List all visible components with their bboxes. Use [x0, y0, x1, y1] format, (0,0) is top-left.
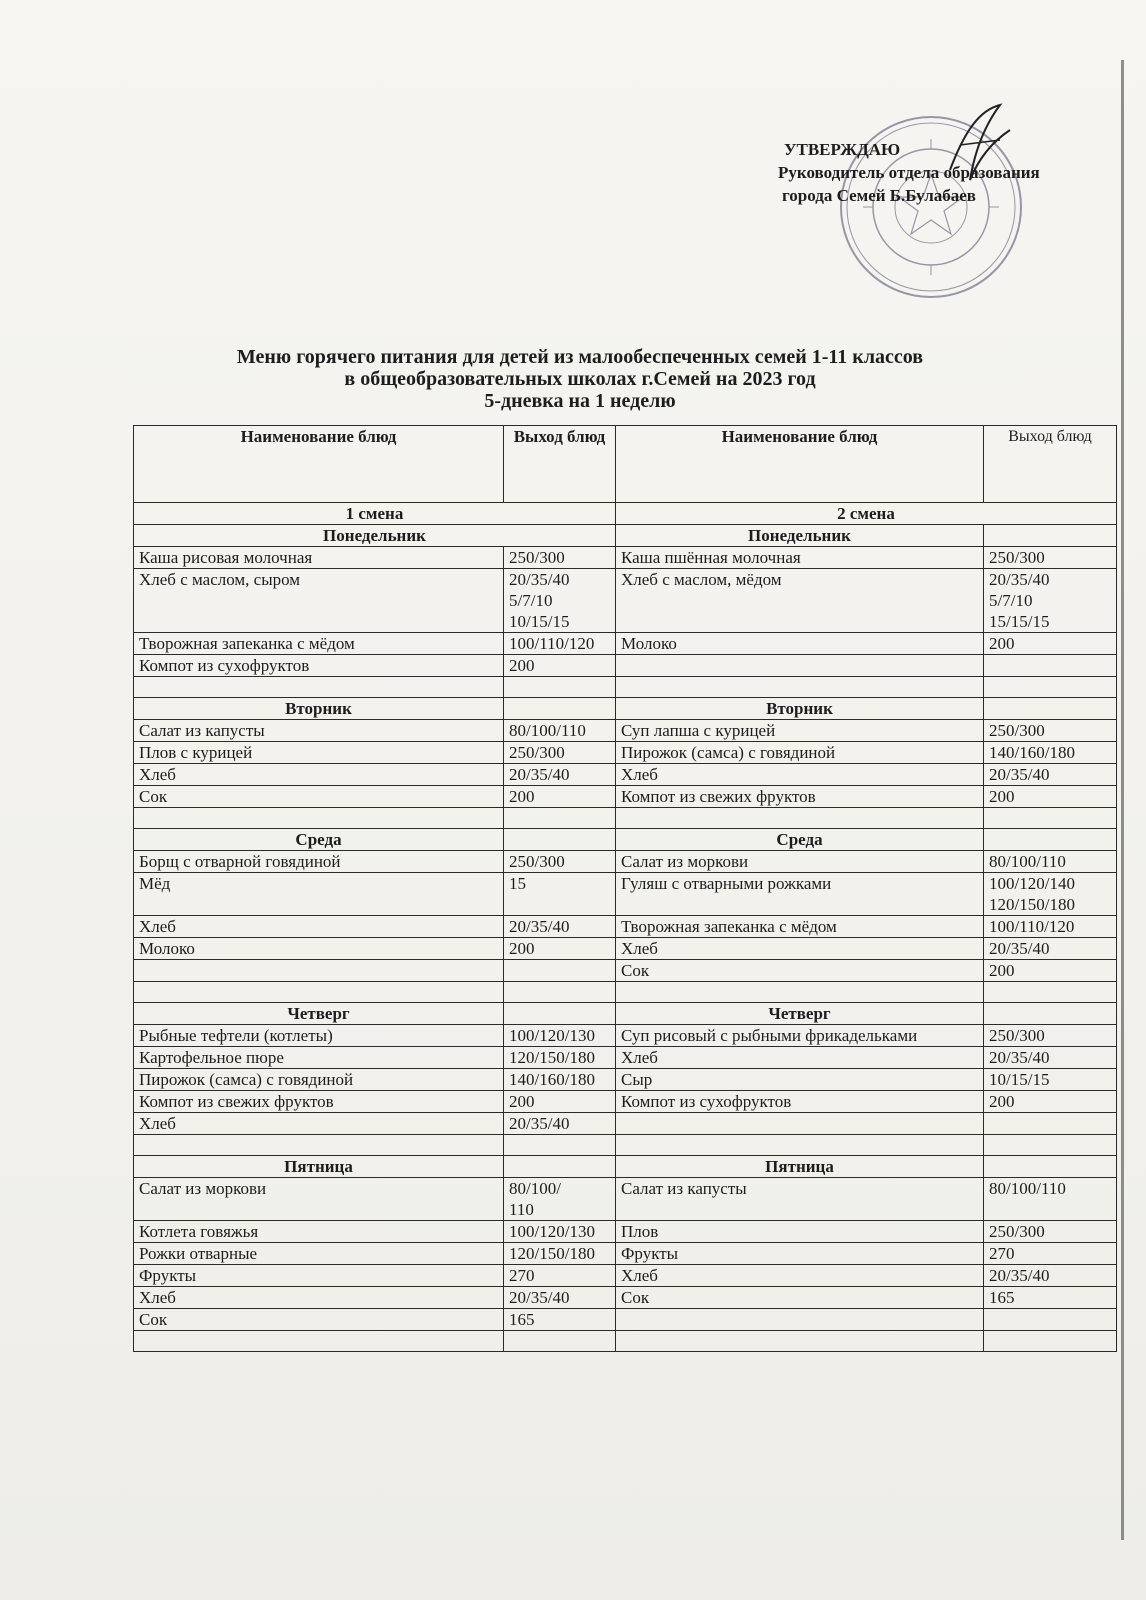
dish-name: Хлеб — [134, 916, 504, 938]
dish-name: Пирожок (самса) с говядиной — [616, 742, 984, 764]
title-line-1: Меню горячего питания для детей из малообеспеченных семей 1-11 классов — [236, 346, 924, 368]
dish-output: 270 — [504, 1265, 616, 1287]
table-row — [134, 1113, 1117, 1135]
dish-name: Творожная запеканка с мёдом — [616, 916, 984, 938]
header-output-1: Выход блюд — [504, 426, 616, 503]
dish-output: 100/110/120 — [984, 916, 1117, 938]
shift-first: 1 смена — [134, 503, 616, 525]
dish-name: Компот из свежих фруктов — [616, 786, 984, 808]
dish-name: Фрукты — [134, 1265, 504, 1287]
dish-output: 200 — [504, 655, 616, 677]
table-row — [134, 1309, 1117, 1331]
table-row — [134, 1069, 1117, 1091]
table-row — [134, 1178, 1117, 1221]
dish-output: 80/100/110 — [984, 1178, 1117, 1221]
table-row — [134, 1091, 1117, 1113]
dish-output: 10/15/15 — [984, 1069, 1117, 1091]
header-row — [134, 426, 1117, 503]
dish-output: 100/120/130 — [504, 1221, 616, 1243]
table-row — [134, 764, 1117, 786]
dish-name: Хлеб с маслом, сыром — [134, 569, 504, 633]
dish-output: 200 — [504, 1091, 616, 1113]
dish-name: Молоко — [616, 633, 984, 655]
dish-output: 100/120/130 — [504, 1025, 616, 1047]
dish-output: 200 — [984, 786, 1117, 808]
dish-output: 20/35/40 — [984, 1047, 1117, 1069]
dish-output: 165 — [984, 1287, 1117, 1309]
table-row — [134, 1243, 1117, 1265]
dish-name: Хлеб — [616, 764, 984, 786]
dish-output: 200 — [504, 786, 616, 808]
empty-row — [134, 677, 1117, 698]
dish-name: Борщ с отварной говядиной — [134, 851, 504, 873]
dish-name: Каша пшённая молочная — [616, 547, 984, 569]
dish-output: 200 — [504, 938, 616, 960]
dish-name: Салат из капусты — [134, 720, 504, 742]
day-label-right: Среда — [616, 829, 984, 851]
day-label-right: Вторник — [616, 698, 984, 720]
dish-output: 250/300 — [504, 547, 616, 569]
dish-output: 20/35/40 — [504, 916, 616, 938]
dish-output — [504, 1178, 616, 1221]
table-row — [134, 851, 1117, 873]
output-line: 5/7/10 — [989, 591, 1033, 610]
day-label-right: Понедельник — [616, 525, 984, 547]
dish-name: Сыр — [616, 1069, 984, 1091]
empty-row — [134, 808, 1117, 829]
header-output-2: Выход блюд — [984, 426, 1117, 503]
dish-output: 140/160/180 — [984, 742, 1117, 764]
output-line: 110 — [509, 1200, 534, 1219]
output-line: 10/15/15 — [509, 612, 570, 631]
output-line: 20/35/40 — [509, 570, 570, 589]
menu-table — [133, 425, 1117, 1352]
output-line: 15/15/15 — [989, 612, 1050, 631]
dish-output: 120/150/180 — [504, 1243, 616, 1265]
dish-output: 250/300 — [984, 720, 1117, 742]
empty-row — [134, 1331, 1117, 1352]
day-label-left: Понедельник — [134, 525, 616, 547]
table-row — [134, 1287, 1117, 1309]
dish-name: Хлеб — [134, 1287, 504, 1309]
output-line: 5/7/10 — [509, 591, 553, 610]
dish-name: Мёд — [134, 873, 504, 916]
dish-name: Компот из сухофруктов — [616, 1091, 984, 1113]
dish-name: Суп лапша с курицей — [616, 720, 984, 742]
table-row — [134, 633, 1117, 655]
day-label-right: Четверг — [616, 1003, 984, 1025]
dish-output: 250/300 — [984, 1025, 1117, 1047]
table-row — [134, 655, 1117, 677]
dish-output: 20/35/40 — [984, 764, 1117, 786]
dish-output: 250/300 — [984, 1221, 1117, 1243]
header-dish-name-2: Наименование блюд — [616, 426, 984, 503]
dish-name: Картофельное пюре — [134, 1047, 504, 1069]
day-label-left: Пятница — [134, 1156, 504, 1178]
dish-name: Рыбные тефтели (котлеты) — [134, 1025, 504, 1047]
dish-name: Плов с курицей — [134, 742, 504, 764]
dish-name: Молоко — [134, 938, 504, 960]
empty-row — [134, 1135, 1117, 1156]
dish-name: Рожки отварные — [134, 1243, 504, 1265]
dish-output: 20/35/40 — [984, 938, 1117, 960]
dish-name: Хлеб — [616, 1047, 984, 1069]
shift-row — [134, 503, 1117, 525]
dish-output: 270 — [984, 1243, 1117, 1265]
dish-output: 200 — [984, 633, 1117, 655]
output-line: 80/100/ — [509, 1179, 561, 1198]
dish-name: Творожная запеканка с мёдом — [134, 633, 504, 655]
dish-name: Котлета говяжья — [134, 1221, 504, 1243]
approval-position: Руководитель отдела образования — [778, 163, 1040, 182]
table-row — [134, 1221, 1117, 1243]
dish-name: Салат из моркови — [616, 851, 984, 873]
dish-name: Хлеб — [616, 1265, 984, 1287]
dish-name: Сок — [616, 1287, 984, 1309]
document-title — [130, 346, 1030, 412]
dish-output: 250/300 — [984, 547, 1117, 569]
dish-output: 140/160/180 — [504, 1069, 616, 1091]
day-label-left: Четверг — [134, 1003, 504, 1025]
dish-name: Сок — [616, 960, 984, 982]
table-row — [134, 1025, 1117, 1047]
day-row-monday — [134, 525, 1117, 547]
dish-name: Хлеб — [616, 938, 984, 960]
dish-name: Салат из моркови — [134, 1178, 504, 1221]
dish-output: 165 — [504, 1309, 616, 1331]
dish-output: 200 — [984, 960, 1117, 982]
dish-name: Сок — [134, 1309, 504, 1331]
dish-name: Каша рисовая молочная — [134, 547, 504, 569]
dish-output: 80/100/110 — [504, 720, 616, 742]
dish-output: 100/110/120 — [504, 633, 616, 655]
day-label-left: Вторник — [134, 698, 504, 720]
dish-output — [984, 569, 1117, 633]
dish-name: Компот из свежих фруктов — [134, 1091, 504, 1113]
dish-name: Хлеб — [134, 764, 504, 786]
dish-name: Сок — [134, 786, 504, 808]
title-line-3: 5-дневка на 1 неделю — [484, 390, 676, 412]
dish-name: Суп рисовый с рыбными фрикадельками — [616, 1025, 984, 1047]
day-row-friday — [134, 1156, 1117, 1178]
table-row — [134, 786, 1117, 808]
output-line: 20/35/40 — [989, 570, 1050, 589]
table-row — [134, 569, 1117, 633]
dish-output: 200 — [984, 1091, 1117, 1113]
table-row — [134, 1265, 1117, 1287]
day-label-right: Пятница — [616, 1156, 984, 1178]
table-row — [134, 938, 1117, 960]
page-edge-shadow — [1121, 60, 1124, 1540]
dish-output: 15 — [504, 873, 616, 916]
output-line: 100/120/140 — [989, 874, 1075, 893]
table-row — [134, 960, 1117, 982]
dish-name: Фрукты — [616, 1243, 984, 1265]
approval-title: УТВЕРЖДАЮ — [784, 140, 901, 159]
table-row — [134, 916, 1117, 938]
dish-output: 120/150/180 — [504, 1047, 616, 1069]
dish-output — [504, 569, 616, 633]
dish-output: 80/100/110 — [984, 851, 1117, 873]
approval-block — [778, 138, 1118, 207]
dish-name: Пирожок (самса) с говядиной — [134, 1069, 504, 1091]
dish-name: Гуляш с отварными рожками — [616, 873, 984, 916]
empty-row — [134, 982, 1117, 1003]
header-dish-name-1: Наименование блюд — [134, 426, 504, 503]
output-line: 120/150/180 — [989, 895, 1075, 914]
dish-output: 20/35/40 — [504, 1287, 616, 1309]
day-row-thursday — [134, 1003, 1117, 1025]
day-row-wednesday — [134, 829, 1117, 851]
dish-output — [984, 873, 1117, 916]
dish-name: Плов — [616, 1221, 984, 1243]
dish-name: Хлеб — [134, 1113, 504, 1135]
dish-output: 20/35/40 — [504, 1113, 616, 1135]
shift-second: 2 смена — [616, 503, 1117, 525]
table-row — [134, 547, 1117, 569]
dish-output: 250/300 — [504, 742, 616, 764]
dish-output: 250/300 — [504, 851, 616, 873]
table-row — [134, 720, 1117, 742]
table-row — [134, 742, 1117, 764]
dish-output: 20/35/40 — [504, 764, 616, 786]
approval-name: города Семей Б.Булабаев — [782, 186, 976, 205]
table-row — [134, 873, 1117, 916]
dish-name: Салат из капусты — [616, 1178, 984, 1221]
dish-output: 20/35/40 — [984, 1265, 1117, 1287]
dish-name: Хлеб с маслом, мёдом — [616, 569, 984, 633]
dish-name: Компот из сухофруктов — [134, 655, 504, 677]
day-row-tuesday — [134, 698, 1117, 720]
title-line-2: в общеобразовательных школах г.Семей на 2023 год — [344, 368, 816, 390]
table-row — [134, 1047, 1117, 1069]
day-label-left: Среда — [134, 829, 504, 851]
